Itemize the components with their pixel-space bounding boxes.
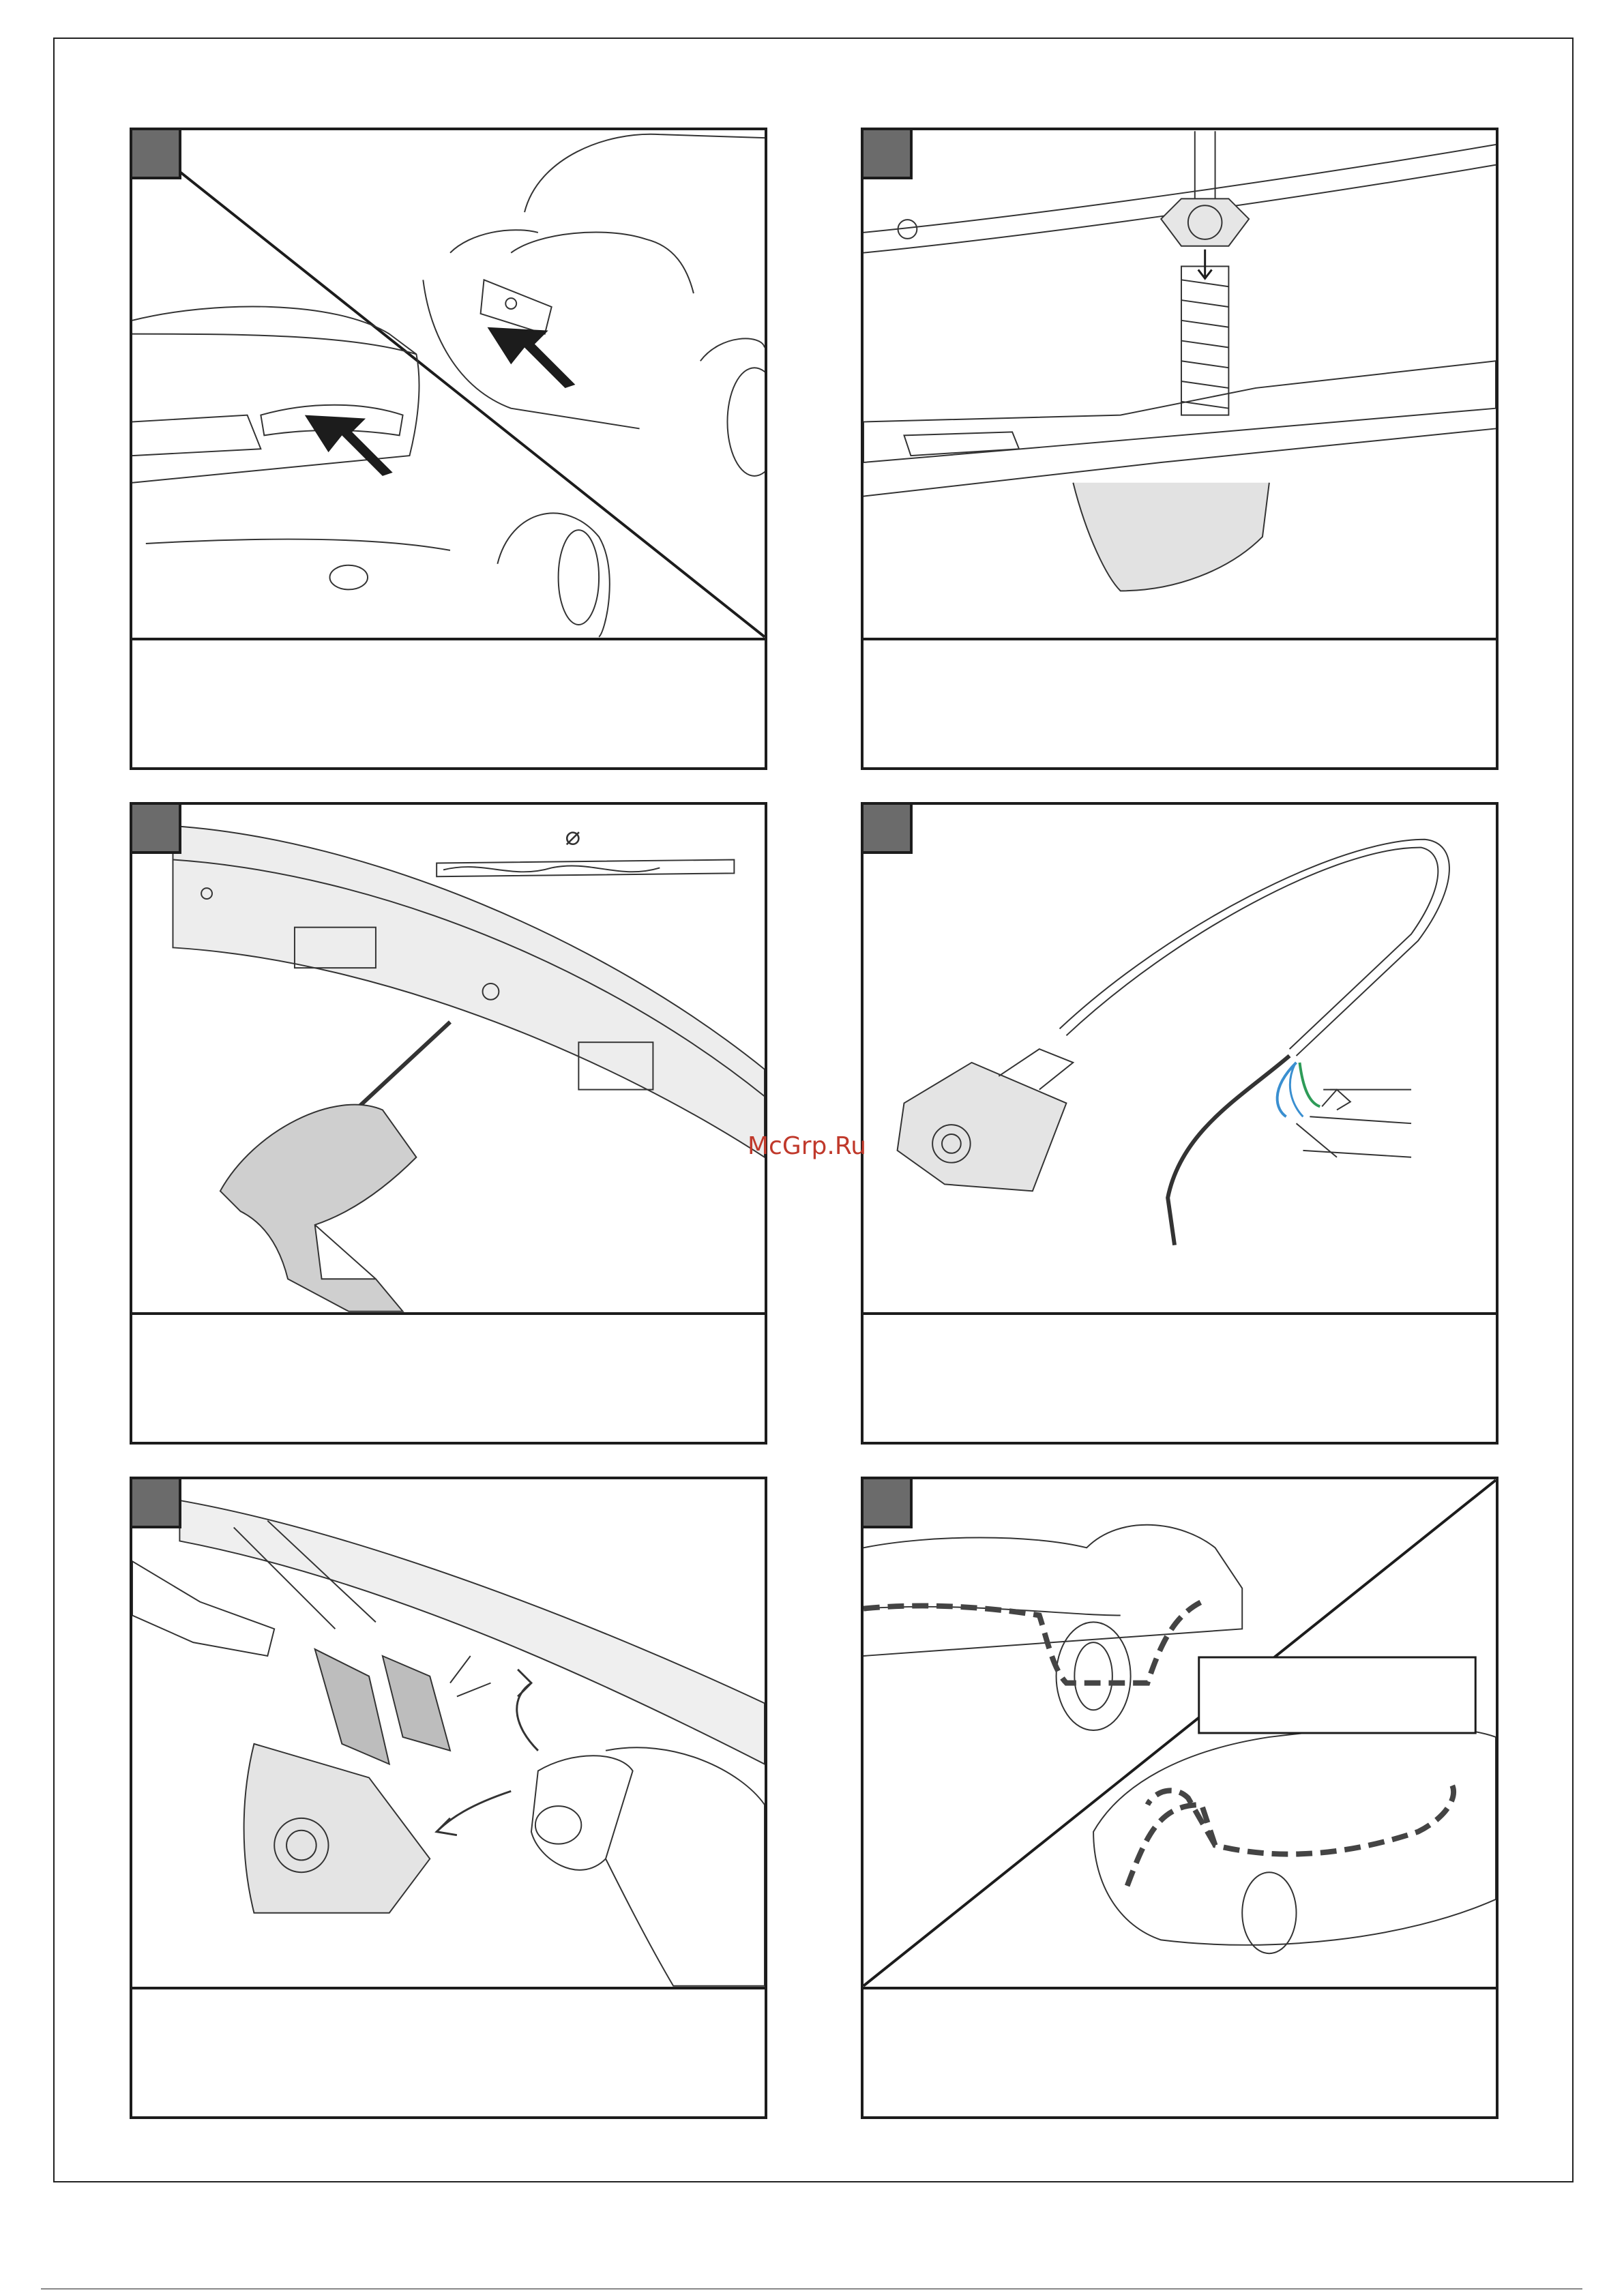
- illustration-nut-mount: [863, 130, 1496, 640]
- drill-bit-icon: [437, 860, 734, 877]
- page-bottom-rule: [41, 2288, 1582, 2290]
- step-caption: [132, 1315, 765, 1440]
- step-number-badge: [863, 805, 913, 854]
- step-caption: [863, 1989, 1496, 2115]
- step-caption: [132, 1989, 765, 2115]
- step-panel-6: [861, 1477, 1498, 2119]
- illustration-camera-mount: [132, 1479, 765, 1989]
- camera-icon: [898, 1049, 1074, 1191]
- illustration-drilling: [132, 805, 765, 1315]
- step-caption: [863, 1315, 1496, 1440]
- drill-icon: [220, 1022, 450, 1311]
- step-caption: [132, 640, 765, 766]
- diameter-symbol: ⌀: [565, 820, 581, 851]
- step-panel-1: [130, 128, 767, 770]
- step-number-badge: [132, 1479, 181, 1528]
- step-panel-4: [861, 802, 1498, 1445]
- step-panel-2: [861, 128, 1498, 770]
- step-number-badge: [863, 1479, 913, 1528]
- step-number-badge: [132, 805, 181, 854]
- watermark: McGrp.Ru: [748, 1132, 867, 1160]
- nut-icon: [1161, 198, 1249, 246]
- illustration-cars-rear: [132, 130, 765, 640]
- step-number-badge: [863, 130, 913, 179]
- step-panel-5: [130, 1477, 767, 2119]
- note-box: [1199, 1657, 1476, 1733]
- step-caption: [863, 640, 1496, 766]
- illustration-cable-routing: [863, 1479, 1496, 1989]
- illustration-camera-cable: [863, 805, 1496, 1315]
- step-number-badge: [132, 130, 181, 179]
- step-panel-3: [130, 802, 767, 1445]
